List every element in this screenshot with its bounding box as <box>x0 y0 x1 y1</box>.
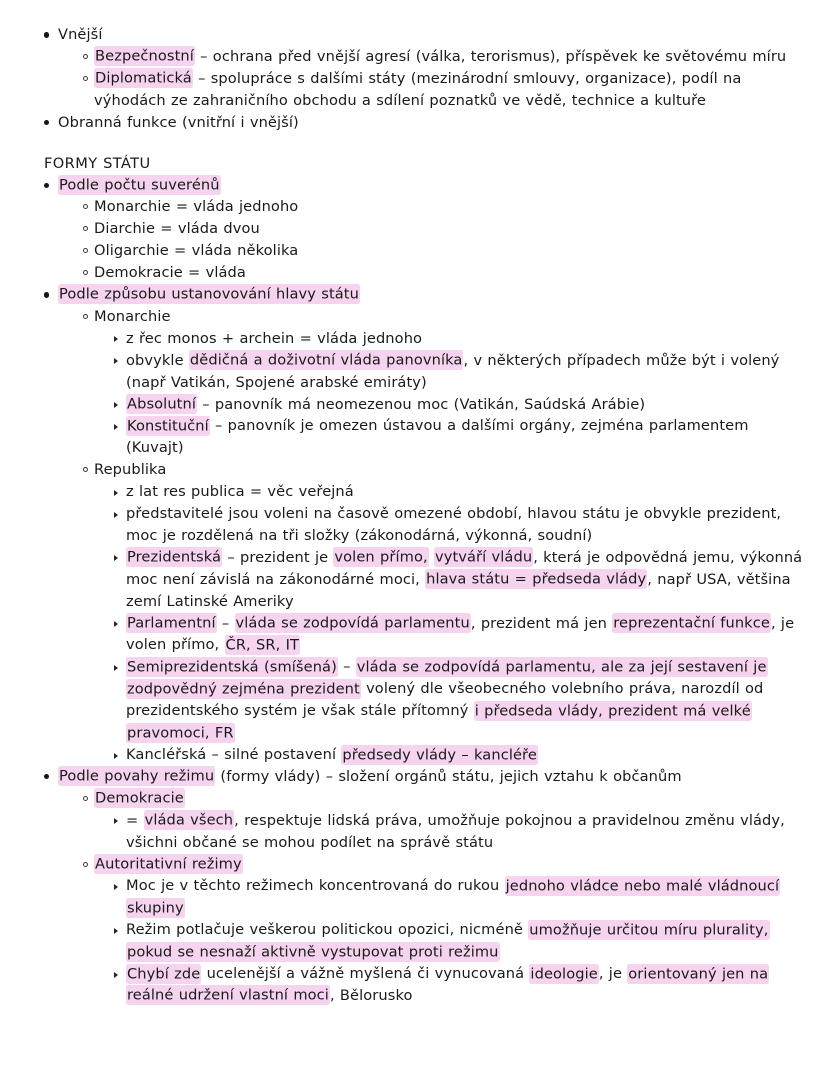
plain-text: z řec monos + archein = vláda jednoho <box>126 329 423 347</box>
highlighted-text: hlava státu = předseda vlády <box>426 570 647 588</box>
outline-item-vnejsi <box>22 24 804 46</box>
bullet-triangle-icon <box>114 490 118 496</box>
bullet-disc-icon <box>44 292 49 297</box>
bullet-triangle-icon <box>114 336 118 342</box>
outline-item-oligarchie-def <box>22 240 804 262</box>
plain-text: volený dle všeobecného volebního práva, narozdíl od prezidentského systém je však stále přítomný <box>126 680 764 720</box>
outline-item-demokracie <box>22 788 804 810</box>
plain-text: = <box>126 811 144 829</box>
plain-text: Kancléřská – silné postavení <box>126 746 342 763</box>
bullet-triangle-icon <box>114 358 118 364</box>
bullet-triangle-icon <box>114 972 118 978</box>
plain-text: Obranná funkce (vnitřní i vnější) <box>58 113 299 131</box>
outline-item-demokracie-def <box>22 262 804 284</box>
highlighted-text: Absolutní <box>127 395 197 413</box>
plain-text: Monarchie = vláda jednoho <box>94 198 299 216</box>
highlighted-text: Demokracie <box>95 789 184 807</box>
plain-text: , je volen přímo, <box>126 614 795 654</box>
outline-item-republika <box>22 459 804 481</box>
bullet-circle-icon <box>83 204 88 209</box>
bullet-circle-icon <box>83 54 88 59</box>
highlighted-text: dědičná a doživotní vláda panovníka <box>189 351 463 369</box>
bullet-circle-icon <box>83 862 88 867</box>
plain-text: Monarchie <box>94 307 171 325</box>
plain-text: Diarchie = vláda dvou <box>94 220 260 238</box>
highlighted-text: Prezidentská <box>127 548 222 566</box>
plain-text: , Bělorusko <box>329 986 413 1004</box>
plain-text: – panovník je omezen ústavou a dalšími orgány, zejména parlamentem (Kuvajt) <box>126 417 749 457</box>
highlighted-text: Podle povahy režimu <box>59 767 215 785</box>
plain-text: Režim potlačuje veškerou politickou opozici, nicméně <box>126 921 529 939</box>
bullet-triangle-icon <box>114 818 118 824</box>
plain-text: Demokracie = vláda <box>94 264 246 282</box>
section-spacer <box>22 134 804 153</box>
plain-text: , prezident má jen <box>470 614 613 632</box>
plain-text: – panovník má neomezenou moc (Vatikán, Saúdská Arábie) <box>197 395 646 413</box>
highlighted-text: Podle počtu suverénů <box>59 176 220 194</box>
plain-text: ucelenější a vážně myšlená či vynucovaná <box>201 965 530 983</box>
highlighted-text: vytváří vládu <box>434 548 533 566</box>
outline-item-monarchie-dedicna <box>22 350 804 394</box>
bullet-triangle-icon <box>114 555 118 561</box>
bullet-triangle-icon <box>114 665 118 671</box>
bullet-disc-icon <box>44 120 49 125</box>
outline-item-autoritativni-moc <box>22 875 804 919</box>
highlighted-text: Diplomatická <box>95 69 192 87</box>
bullet-disc-icon <box>44 183 49 188</box>
bullet-circle-icon <box>83 270 88 275</box>
plain-text: – ochrana před vnější agresí (válka, terorismus), příspěvek ke světovému míru <box>194 47 787 65</box>
plain-text: Oligarchie = vláda několika <box>94 242 299 260</box>
bullet-disc-icon <box>44 774 49 779</box>
outline-item-podle-zpusobu-ustanovovani <box>22 284 804 306</box>
highlighted-text: Autoritativní režimy <box>95 855 242 873</box>
notes-content <box>22 24 804 1007</box>
plain-text: představitelé jsou voleni na časově omezené období, hlavou státu je obvykle prezident, moc je rozdělená na tři složky (zákonodárná, výkonná, soudní) <box>126 505 782 544</box>
bullet-circle-icon <box>83 314 88 319</box>
highlighted-text: volen přímo, <box>334 548 428 566</box>
bullet-triangle-icon <box>114 753 118 759</box>
highlighted-text: Chybí zde <box>127 965 201 983</box>
outline-item-absolutni <box>22 394 804 416</box>
plain-text: – prezident je <box>222 548 334 566</box>
plain-text: Republika <box>94 461 167 479</box>
bullet-triangle-icon <box>114 402 118 408</box>
outline-item-obranna-funkce <box>22 112 804 134</box>
outline-item-republika-predstavitele <box>22 503 804 547</box>
plain-text: (formy vlády) – složení orgánů státu, jejich vztahu k občanům <box>215 767 682 785</box>
highlighted-text: předsedy vlády – kancléře <box>342 746 537 763</box>
section-heading: FORMY STÁTU <box>44 154 151 172</box>
bullet-triangle-icon <box>114 424 118 430</box>
highlighted-text: Konstituční <box>127 417 209 435</box>
highlighted-text: Bezpečnostní <box>95 47 194 65</box>
bullet-circle-icon <box>83 467 88 472</box>
highlighted-text: vláda se zodpovídá parlamentu, ale za její sestavení je zodpovědný zejména prezident <box>127 658 767 698</box>
outline-item-autoritativni-ideologie <box>22 963 804 1007</box>
plain-text: , která je odpovědná jemu, výkonná moc není závislá na zákonodárné moci, <box>126 548 803 588</box>
highlighted-text: i předseda vlády, prezident má velké pravomoci, FR <box>127 702 751 742</box>
highlighted-text: umožňuje určitou míru plurality, pokud se nesnaží aktivně vystupovat proti režimu <box>127 921 769 961</box>
highlighted-text: vláda všech <box>144 811 234 829</box>
outline-item-monarchie-etymologie <box>22 328 804 350</box>
bullet-circle-icon <box>83 796 88 801</box>
plain-text: Vnější <box>58 26 103 43</box>
outline-item-autoritativni-rezimy <box>22 854 804 876</box>
highlighted-text: ideologie <box>530 965 598 983</box>
plain-text: , např USA, většina zemí Latinské Ameriky <box>126 570 791 610</box>
plain-text: , je <box>598 965 628 983</box>
bullet-triangle-icon <box>114 884 118 890</box>
highlighted-text: reprezentační funkce <box>613 614 770 632</box>
outline-item-parlamentni <box>22 613 804 657</box>
bullet-circle-icon <box>83 226 88 231</box>
plain-text: – <box>216 614 235 632</box>
plain-text: – spolupráce s dalšími státy (mezinárodní smlouvy, organizace), podíl na výhodách ze zahraničního obchodu a sdílení poznatků ve vědě, technice a kultuře <box>94 69 742 109</box>
highlighted-text: Parlamentní <box>127 614 216 632</box>
outline-item-kanclerska <box>22 744 804 766</box>
outline-item-monarchie-def <box>22 196 804 218</box>
outline-item-semiprezidentska <box>22 656 804 744</box>
bullet-triangle-icon <box>114 928 118 934</box>
highlighted-text: vláda se zodpovídá parlamentu <box>235 614 470 632</box>
highlighted-text: ČR, SR, IT <box>225 636 300 654</box>
outline-item-podle-poctu-suverenu <box>22 174 804 196</box>
bullet-triangle-icon <box>114 621 118 627</box>
outline-item-prezidentska <box>22 547 804 613</box>
plain-text: obvykle <box>126 351 189 369</box>
plain-text: z lat res publica = věc veřejná <box>126 483 354 501</box>
outline-item-diplomaticka <box>22 68 804 112</box>
plain-text: , respektuje lidská práva, umožňuje pokojnou a pravidelnou změnu vlády, všichni občané se mohou podílet na správě státu <box>126 811 785 851</box>
highlighted-text: orientovaný jen na reálné udržení vlastní moci <box>127 965 769 1004</box>
plain-text: Moc je v těchto režimech koncentrovaná do rukou <box>126 877 505 895</box>
outline-item-podle-povahy-rezimu <box>22 766 804 788</box>
bullet-disc-icon <box>44 32 49 37</box>
bullet-circle-icon <box>83 76 88 81</box>
outline-item-diarchie-def <box>22 218 804 240</box>
bullet-triangle-icon <box>114 512 118 518</box>
outline-item-monarchie <box>22 306 804 328</box>
highlighted-text: jednoho vládce nebo malé vládnoucí skupiny <box>127 877 780 917</box>
bullet-circle-icon <box>83 248 88 253</box>
plain-text: – <box>337 658 356 676</box>
highlighted-text: Podle způsobu ustanovování hlavy státu <box>59 285 359 303</box>
outline-item-demokracie-popis <box>22 810 804 854</box>
plain-text: , v některých případech může být i volený (např Vatikán, Spojené arabské emiráty) <box>126 351 780 391</box>
outline-item-republika-etymologie <box>22 481 804 503</box>
outline-item-bezpecnostni <box>22 46 804 68</box>
outline-item-konstitucni <box>22 415 804 459</box>
outline-item-autoritativni-opozice <box>22 919 804 963</box>
highlighted-text: Semiprezidentská (smíšená) <box>127 658 337 676</box>
